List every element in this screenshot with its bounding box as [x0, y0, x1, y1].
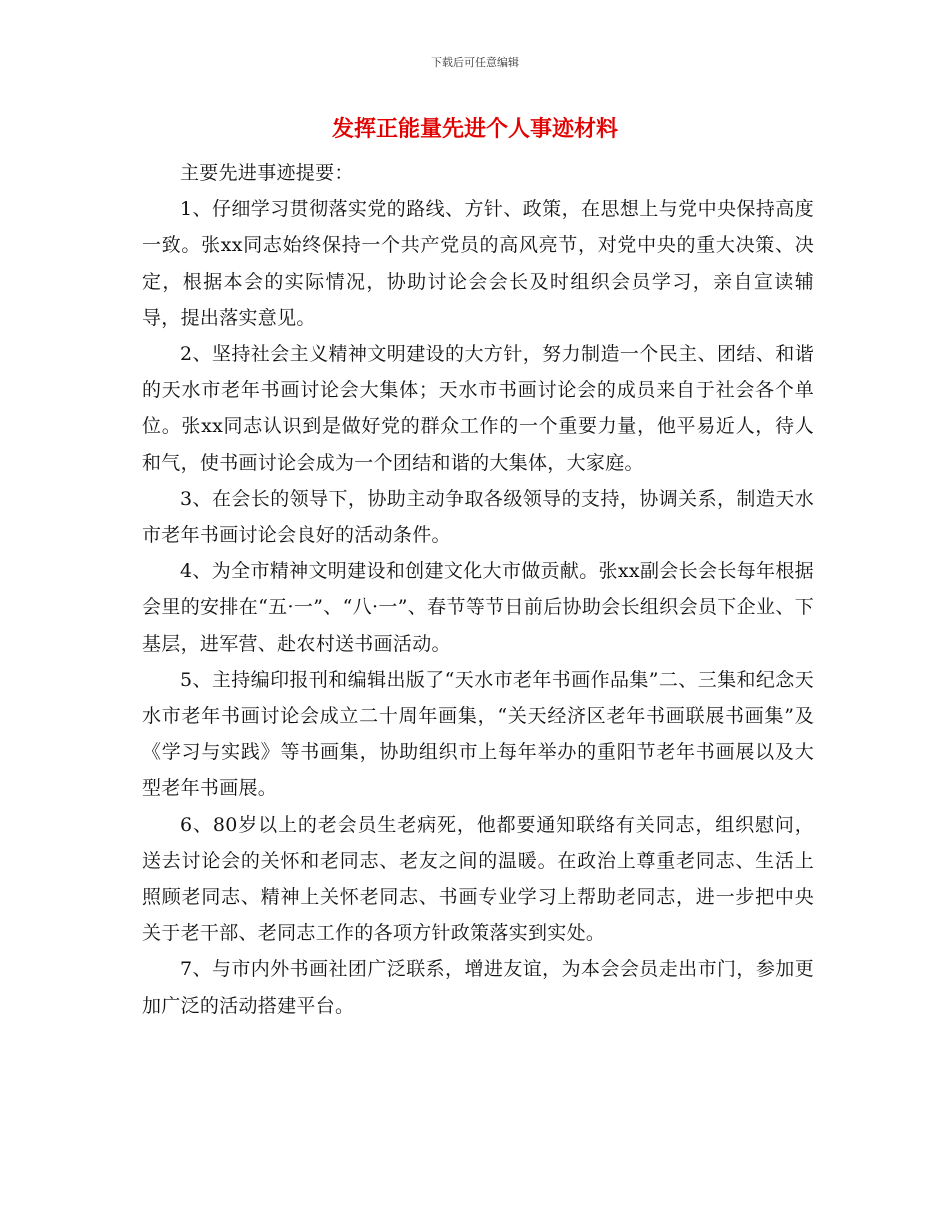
paragraph-3: 3、在会长的领导下，协助主动争取各级领导的支持，协调关系，制造天水市老年书画讨论会良好的活动条件。 [142, 487, 814, 547]
paragraph-summary-heading: 主要先进事迹提要： [180, 162, 354, 184]
paragraph-2: 2、坚持社会主义精神文明建设的大方针，努力制造一个民主、团结、和谐的天水市老年书画讨论会大集体；天水市书画讨论会的成员来自于社会各个单位。张xx同志认识到是做好党的群众工作的一个重要力量，他平易近人，待人和气，使书画讨论会成为一个团结和谐的大集体，大家庭。 [142, 343, 814, 474]
document-title: 发挥正能量先进个人事迹材料 [331, 117, 618, 142]
paragraph-5: 5、主持编印报刊和编辑出版了“天水市老年书画作品集”二、三集和纪念天水市老年书画讨论会成立二十周年画集，“关天经济区老年书画联展书画集”及《学习与实践》等书画集，协助组织市上每年举办的重阳节老年书画展以及大型老年书画展。 [142, 668, 814, 800]
document-body [142, 155, 814, 1024]
header-note: 下载后可任意编辑 [431, 56, 519, 69]
paragraph-4: 4、为全市精神文明建设和创建文化大市做贡献。张xx副会长会长每年根据会里的安排在“五·一”、“八·一”、春节等节日前后协助会长组织会员下企业、下基层，进军营、赴农村送书画活动。 [142, 560, 814, 655]
paragraph-7: 7、与市内外书画社团广泛联系，增进友谊，为本会会员走出市门，参加更加广泛的活动搭建平台。 [142, 958, 814, 1017]
paragraph-1: 1、仔细学习贯彻落实党的路线、方针、政策，在思想上与党中央保持高度一致。张xx同志始终保持一个共产党员的高风亮节，对党中央的重大决策、决定，根据本会的实际情况，协助讨论会会长及时组织会员学习，亲自宣读辅导，提出落实意见。 [142, 198, 814, 329]
paragraph-6: 6、80岁以上的老会员生老病死，他都要通知联络有关同志，组织慰问，送去讨论会的关怀和老同志、老友之间的温暖。在政治上尊重老同志、生活上照顾老同志、精神上关怀老同志、书画专业学习上帮助老同志，进一步把中央关于老干部、老同志工作的各项方针政策落实到实处。 [142, 813, 814, 945]
